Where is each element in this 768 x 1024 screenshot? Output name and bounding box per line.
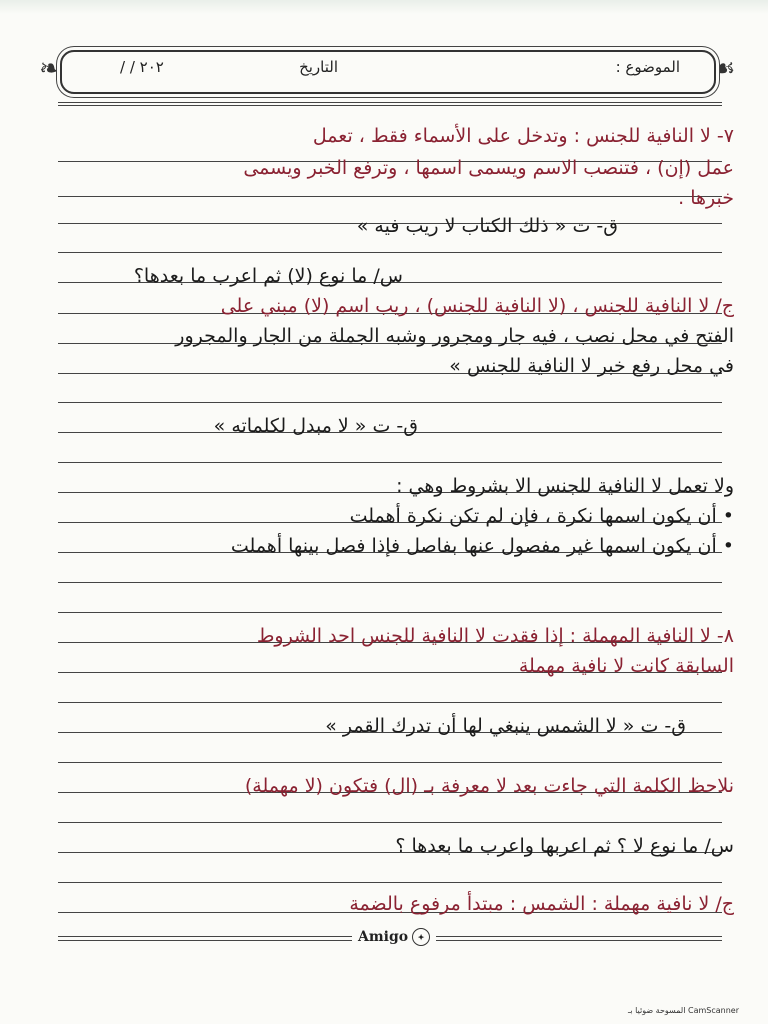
note-example-1: ق- ت « ذلك الكتاب لا ريب فيه » bbox=[356, 215, 618, 237]
header-double-rule bbox=[58, 102, 722, 103]
note-example-3: ق- ت « لا الشمس ينبغي لها أن تدرك القمر » bbox=[325, 715, 686, 737]
ruled-line bbox=[58, 252, 722, 253]
note-line-7: الفتح في محل نصب ، فيه جار ومجرور وشبه الجملة من الجار والمجرور bbox=[175, 325, 734, 347]
scanner-watermark: CamScanner المسوحة ضوئيا بـ bbox=[628, 1006, 740, 1015]
brand-logo-icon: ✦ bbox=[412, 928, 430, 946]
note-line-1: ٧- لا النافية للجنس : وتدخل على الأسماء فقط ، تعمل bbox=[312, 125, 734, 147]
right-ornament-icon: ☙ bbox=[712, 54, 736, 84]
note-line-14: السابقة كانت لا نافية مهملة bbox=[518, 655, 734, 677]
note-line-3: خبرها . bbox=[678, 187, 734, 209]
ruled-line bbox=[58, 462, 722, 463]
ruled-line bbox=[58, 762, 722, 763]
ruled-line bbox=[58, 582, 722, 583]
top-edge bbox=[0, 0, 768, 14]
note-conditions-heading: ولا تعمل لا النافية للجنس الا بشروط وهي : bbox=[396, 475, 734, 497]
note-condition-1: • أن يكون اسمها نكرة ، فإن لم تكن نكرة أهملت bbox=[349, 505, 734, 527]
note-example-2: ق- ت « لا مبدل لكلماته » bbox=[213, 415, 418, 437]
note-question-1: س/ ما نوع (لا) ثم اعرب ما بعدها؟ bbox=[133, 265, 403, 287]
ruled-line bbox=[58, 822, 722, 823]
subject-label: الموضوع : bbox=[615, 58, 680, 76]
ruled-line bbox=[58, 702, 722, 703]
ruled-line bbox=[58, 402, 722, 403]
note-line-13: ٨- لا النافية المهملة : إذا فقدت لا النافية للجنس احد الشروط bbox=[256, 625, 734, 647]
date-label: التاريخ bbox=[299, 58, 338, 76]
date-value: / / ٢٠٢ bbox=[120, 58, 164, 76]
note-answer-2: ج/ لا نافية مهملة : الشمس : مبتدأ مرفوع بالضمة bbox=[349, 893, 734, 915]
note-condition-2: • أن يكون اسمها غير مفصول عنها بفاصل فإذا فصل بينها أهملت bbox=[230, 535, 734, 557]
note-answer-1: ج/ لا النافية للجنس ، (لا النافية للجنس) ، ريب اسم (لا) مبني على bbox=[220, 295, 734, 317]
ruled-line bbox=[58, 882, 722, 883]
note-observation: نلاحظ الكلمة التي جاءت بعد لا معرفة بـ (ال) فتكون (لا مهملة) bbox=[244, 775, 734, 797]
note-question-2: س/ ما نوع لا ؟ ثم اعربها واعرب ما بعدها ؟ bbox=[395, 835, 734, 857]
left-ornament-icon: ❧ bbox=[39, 54, 61, 84]
brand-name: Amigo bbox=[358, 929, 409, 945]
ruled-line bbox=[58, 612, 722, 613]
note-line-2: عمل (إن) ، فتنصب الاسم ويسمى اسمها ، وترفع الخبر ويسمى bbox=[243, 157, 734, 179]
note-line-8: في محل رفع خبر لا النافية للجنس » bbox=[449, 355, 734, 377]
notebook-brand bbox=[352, 928, 436, 946]
